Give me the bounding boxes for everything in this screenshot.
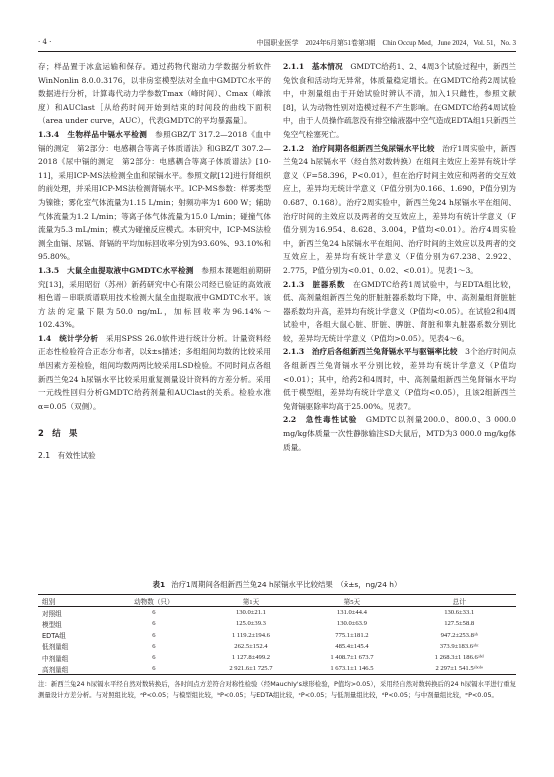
right-column (283, 60, 516, 454)
page-number: · 4 · (38, 38, 52, 46)
table-row (38, 618, 516, 629)
table-cell: 1 127.8±499.2 (231, 654, 271, 662)
table-cell: 高剂量组 (38, 663, 107, 675)
table-cell: 947.2±253.8ᵃᵇ (440, 631, 478, 639)
section-2-1-3b (283, 345, 516, 413)
table-row (38, 630, 516, 641)
table-cell: 131.0±44.4 (336, 609, 367, 617)
table-note: 注：新西兰兔24 h尿镉水平经自然对数转换后，各时间点方差符合对称性检验（经Mauchly's球形检验，P值均>0.05），采用经自然对数转换后的24 h尿镉水平进行重复测量设计方差分析。与对照组比较，ᵃP<0.05；与模型组比较，ᵇP<0.05；与EDTA组比较，ᶜP<0.05；与低剂量组比较，ᵈP<0.05；与中剂量组比较，ᵉP<0.05。 (38, 680, 516, 699)
heading-2-1-3: 2.1.3 脏器系数 (283, 279, 345, 289)
table-cell: 125.0±39.3 (235, 620, 266, 628)
table-cell: 低剂量组 (42, 643, 69, 652)
column-header: 第1天 (200, 595, 301, 607)
heading-1-4: 1.4 统计学分析 (38, 333, 99, 343)
journal-line: 中国职业医学 2024年6月第51卷第3期 Chin Occup Med，June 2024，Vol. 51，No. 3 (256, 39, 516, 47)
table-cell: 1 119.2±194.6 (231, 631, 270, 639)
body-2-2: GMDTC以剂量200.0、800.0、3 000.0 mg/kg体质量一次性静脉输注SD大鼠后，MTD为3 000.0 mg/kg体质量。 (283, 415, 517, 452)
table-cell: 373.9±183.6ᵃᵇᶜ (439, 642, 479, 650)
table-row (38, 641, 516, 652)
body-2-1-1: GMDTC给药1、2、4周3个试验过程中，新西兰兔饮食和活动均无异常，体质量稳定增长。在GMDTC给药2周试验中，中剂量组由于开始试验时辨认不清，加入1只雌性，参照文献[8]，认为动物性别对造模过程不产生影响。在GMDTC给药4周试验中，由于人员操作疏忽没有排空输液器中空气造成EDTA组1只新西兰兔空气栓塞死亡。 (283, 62, 517, 139)
column-header: 动物数（只） (107, 595, 200, 607)
table-row (38, 652, 516, 663)
table-cell: 130.0±21.1 (235, 609, 266, 617)
table-cell: 1 673.1±1 146.5 (301, 663, 402, 675)
body-1-4: 采用SPSS 26.0软件进行统计分析。计量资料经正态性检验符合正态分布者，以x̄±s描述；多组组间均数的比较采用单因素方差检验，组间均数两两比较采用LSD检验。不同时间点各组新西兰兔24 h尿镉水平比较采用重复测量设计资料的方差分析。采用一元线性回归分析GMDTC给药剂量和AUClast的关系。检验水准α=0.05（双侧）。 (38, 333, 271, 411)
section-2-2 (283, 413, 516, 454)
table-cell: 6 (152, 631, 156, 639)
table-cell: EDTA组 (42, 632, 66, 641)
table-cell: 2 297±1 541.5ᵃᵇᶜᵈᵉ (402, 663, 516, 675)
table-cell: 130.6±33.1 (444, 609, 475, 617)
section-1-3-5 (38, 264, 271, 332)
heading-2-1-2: 2.1.2 治疗间期各组新西兰兔尿镉水平比较 (283, 143, 435, 153)
table-cell: 1 408.7±1 673.7 (330, 654, 374, 662)
table-cell: 1 268.3±1 186.6ᵃᵇᵈ (434, 654, 484, 662)
heading-2-1: 2.1 有效性试验 (38, 451, 96, 461)
body-1-3-5: 参照本课题组前期研究[13]，采用昭衍（苏州）新药研究中心有限公司经已验证的高效液相色谱－串联质谱联用技术检测大鼠全血提取液中GMDTC水平。该方法的定量下限为50.0 ng/mL，加标回收率为96.14%～102.43%。 (38, 265, 271, 330)
table-cell: 中剂量组 (42, 654, 69, 663)
section-1-3-4 (38, 128, 271, 264)
section-2-1-1 (283, 60, 516, 142)
table-label: 表1 (152, 580, 166, 589)
table-1 (38, 594, 516, 675)
table-caption (38, 579, 516, 590)
body-1-3-4: 参照GBZ/T 317.2—2018《血中镉的测定 第2部分：电感耦合等离子体质谱法》和GBZ/T 307.2—2018《尿中镉的测定 第2部分：电感耦合等离子体质谱法》[10-11]，采用ICP-MS法检测全血和尿镉水平。参照文献[12]进行肾组织的前处理，并采用ICP-MS法检测肾镉水平。ICP-MS参数：样雾类型为镍锥；雾化室气体流量为1.15 L/min；射频功率为1 600 W；辅助气体流量为1.2 L/min；等离子体气体流量为15.0 L/min；碰撞气体流量为5.3 mL/min；模式为碰撞反应模式。本研究中，ICP-MS法检测全血镉、尿镉、肾镉的平均加标回收率分别为93.60%、93.10%和95.80%。 (38, 129, 272, 262)
table-cell: 模型组 (42, 620, 62, 629)
table-cell: 6 (152, 654, 156, 662)
body-2-1-3b: 3个治疗时间点各组新西兰兔肾镉水平分别比较，差异均有统计学意义（P值均<0.01）；其中，给药2和4周时，中、高剂量组新西兰兔肾镉水平均低于模型组，差异均有统计学意义（P值均<0.05），且该2组新西兰兔肾镉驱除率均高于25.00%。见表7。 (283, 347, 516, 411)
table-cell: 2 921.6±1 725.7 (200, 663, 301, 675)
section-2-1-2 (283, 142, 516, 278)
table-cell: 485.4±145.4 (335, 642, 369, 650)
table-row (38, 663, 516, 675)
heading-1-3-4: 1.3.4 生物样品中镉水平检测 (38, 129, 148, 139)
table-row (38, 607, 516, 619)
body-2-1-3: 在GMDTC给药1周试验中，与EDTA组比较，低、高剂量组新西兰兔的肝脏脏器系数均下降，中、高剂量组肾脏脏器系数均升高，差异均有统计学意义（P值均<0.05）。在试验2和4周试验中，各组大鼠心脏、肝脏、脾脏、肾脏和睾丸脏器系数分别比较，差异均无统计学意义（P值均>0.05）。见表4～6。 (283, 279, 517, 343)
table-cell: 6 (152, 609, 156, 617)
heading-2-2: 2.2 急性毒性试验 (283, 415, 358, 425)
heading-results: 2 结 果 (38, 428, 78, 439)
column-header: 组别 (38, 595, 107, 607)
table-cell: 6 (107, 663, 200, 675)
body-2-1-2: 治疗1周实验中，新西兰兔24 h尿镉水平（经自然对数转换）在组间主效应上差异有统计学意义（F=58.396，P<0.01），但在治疗时间主效应和两者的交互效应上，差异均无统计学意义（F值分别为0.166、1.690，P值分别为0.687、0.168）。治疗2周实验中，新西兰兔24 h尿镉水平在组间、治疗时间的主效应以及两者的交互效应上，差异均有统计学意义（F值分别为16.954、8.628、3.004，P值均<0.01）。治疗4周实验中，新西兰兔24 h尿镉水平在组间、治疗时间的主效应以及两者的交互效应上，差异均有统计学意义（F值分别为67.238、2.922、2.775，P值分别为<0.01、0.02、<0.01）。见表1～3。 (283, 143, 516, 275)
table-cell: 127.5±58.8 (444, 620, 475, 628)
column-header: 总计 (402, 595, 516, 607)
table-caption-text: 治疗1周期间各组新西兰兔24 h尿镉水平比较结果 （x̄±s，ng/24 h） (171, 580, 402, 589)
table-cell: 6 (152, 642, 156, 650)
column-header: 第5天 (301, 595, 402, 607)
section-2-1-3 (283, 278, 516, 346)
table-cell: 130.0±63.9 (336, 620, 367, 628)
paragraph-pk-analysis: 存；样品置于冰盒运输和保存。通过药物代谢动力学数据分析软件WinNonlin 8.0.0.3176，以非房室模型法对全血中GMDTC水平的数据进行分析，计算毒代动力学参数Tmax（峰时间）、Cmax（峰浓度）和AUClast［从给药时间开始到结束的时间段的曲线下面积（area under curve，AUC），代表GMDTC的平均暴露量］。 (38, 62, 271, 126)
heading-1-3-5: 1.3.5 大鼠全血提取液中GMDTC水平检测 (38, 265, 194, 275)
table-header-row (38, 595, 516, 607)
section-1-4 (38, 332, 271, 414)
table-cell: 262.5±152.4 (234, 642, 268, 650)
left-column (38, 60, 271, 463)
header-rule (38, 51, 516, 52)
heading-2-1-3b: 2.1.3 治疗后各组新西兰兔肾镉水平与驱镉率比较 (283, 347, 458, 357)
table-1-block (38, 579, 516, 700)
table-cell: 对照组 (42, 609, 62, 618)
table-cell: 6 (152, 620, 156, 628)
table-cell: 775.1±181.2 (335, 631, 369, 639)
heading-2-1-1: 2.1.1 基本情况 (283, 62, 343, 71)
